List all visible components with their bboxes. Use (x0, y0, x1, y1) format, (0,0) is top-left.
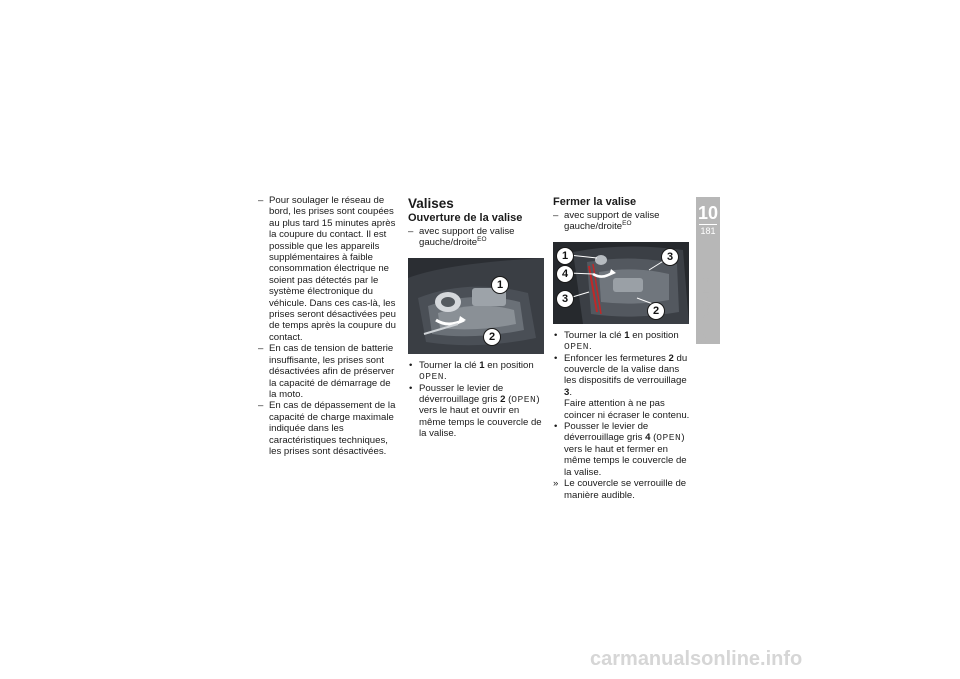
watermark: carmanualsonline.info (590, 648, 803, 670)
callout-3-left: 3 (556, 290, 574, 308)
callout-1: 1 (491, 276, 509, 294)
chapter-number: 10 (697, 203, 719, 223)
page-number: 181 (700, 226, 716, 236)
column-middle (408, 196, 546, 440)
subsection-title-close: Fermer la valise (553, 196, 637, 208)
column-left (258, 195, 398, 457)
chapter-label: Accessoires (700, 276, 712, 344)
callout-2: 2 (483, 328, 501, 346)
callout-1: 1 (556, 247, 574, 265)
condition-item: – avec support de valise gauche/droite$^{EO}$ (553, 210, 691, 233)
subsection-title-open: Ouverture de la valise (408, 212, 523, 224)
condition-item: – avec support de valise gauche/droite$^{EO}$ (408, 226, 546, 249)
case-lock-illustration (408, 258, 544, 354)
callout-3-right: 3 (661, 248, 679, 266)
list-item: – Pour soulager le réseau de bord, les prises sont coupées au plus tard 15 minutes après la coupure du contact. Il est possible que les appareils supplémentaires à faible consommation électrique ne soient pas détectés par le système électronique du véhicule. Dans ces cas-là, les prises seront désactivées peu de temps après la coupure du contact. (258, 195, 398, 343)
figure-close-case (553, 242, 689, 324)
section-title: Valises (408, 196, 454, 211)
callout-2: 2 (647, 302, 665, 320)
list-item: – En cas de tension de batterie insuffisante, les prises sont désactivées afin de préserver la capacité de démarrage de la moto. (258, 343, 398, 400)
tab-divider (699, 224, 717, 225)
callout-4: 4 (556, 265, 574, 283)
step-item: • Pousser le levier de déverrouillage gris 2 (OPEN) vers le haut et ouvrir en même temps le couvercle de la valise. (408, 383, 546, 440)
result-item: » Le couvercle se verrouille de manière audible. (553, 478, 691, 501)
step-item: • Pousser le levier de déverrouillage gris 4 (OPEN) vers le haut et fermer en même temps le couvercle de la valise. (553, 421, 691, 478)
list-item: – En cas de dépassement de la capacité de charge maximale indiquée dans les caractéristiques techniques, les prises sont désactivées. (258, 400, 398, 457)
step-item: • Tourner la clé 1 en position OPEN. (553, 330, 691, 353)
column-right (553, 196, 691, 501)
figure-open-case (408, 258, 544, 354)
step-item: • Enfoncer les fermetures 2 du couvercle de la valise dans les dispositifs de verrouillage 3. Faire attention à ne pas coincer ni écraser le contenu. (553, 353, 691, 421)
step-item: • Tourner la clé 1 en position OPEN. (408, 360, 546, 383)
